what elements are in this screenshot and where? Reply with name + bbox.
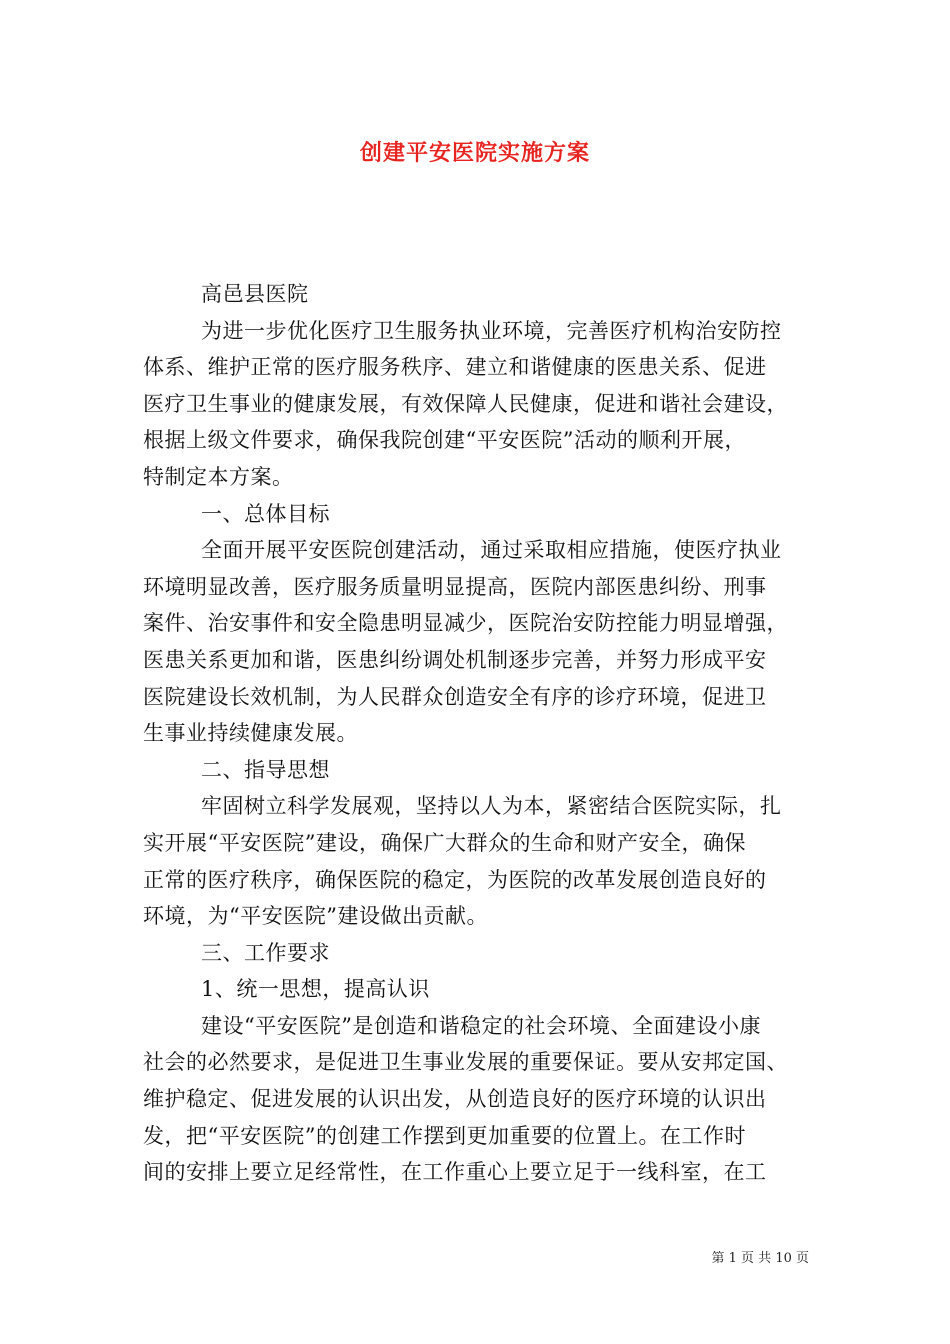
paragraph-line: 间的安排上要立足经常性，在工作重心上要立足于一线科室，在工	[143, 1160, 767, 1185]
paragraph-line: 全面开展平安医院创建活动，通过采取相应措施，使医疗执业	[201, 538, 782, 563]
paragraph-line: 社会的必然要求，是促进卫生事业发展的重要保证。要从安邦定国、	[143, 1050, 788, 1075]
section-heading: 一、总体目标	[201, 501, 330, 526]
author-line: 高邑县医院	[201, 282, 309, 306]
subsection-heading: 1、统一思想，提高认识	[201, 977, 430, 1002]
paragraph-line: 医院建设长效机制，为人民群众创造安全有序的诊疗环境，促进卫	[143, 684, 767, 709]
paragraph-line: 实开展“平安医院”建设，确保广大群众的生命和财产安全，确保	[143, 830, 746, 855]
document-title: 创建平安医院实施方案	[359, 140, 590, 166]
paragraph-line: 体系、维护正常的医疗服务秩序、建立和谐健康的医患关系、促进	[143, 355, 767, 380]
paragraph-line: 案件、治安事件和安全隐患明显减少，医院治安防控能力明显增强，	[143, 611, 788, 636]
document-body	[143, 276, 821, 1191]
paragraph-line: 为进一步优化医疗卫生服务执业环境，完善医疗机构治安防控	[201, 318, 782, 343]
paragraph-line: 牢固树立科学发展观，坚持以人为本，紧密结合医院实际，扎	[201, 794, 782, 819]
paragraph-line: 特制定本方案。	[143, 464, 294, 489]
section-heading: 三、工作要求	[201, 940, 330, 965]
paragraph-line: 医疗卫生事业的健康发展，有效保障人民健康，促进和谐社会建设，	[143, 391, 788, 416]
paragraph-line: 环境，为“平安医院”建设做出贡献。	[143, 904, 488, 929]
paragraph-line: 建设“平安医院”是创造和谐稳定的社会环境、全面建设小康	[201, 1013, 761, 1038]
section-heading: 二、指导思想	[201, 757, 330, 782]
paragraph-line: 根据上级文件要求，确保我院创建“平安医院”活动的顺利开展，	[143, 428, 746, 453]
paragraph-line: 正常的医疗秩序，确保医院的稳定，为医院的改革发展创造良好的	[143, 867, 767, 892]
paragraph-line: 发，把“平安医院”的创建工作摆到更加重要的位置上。在工作时	[143, 1123, 746, 1148]
page-number: 第 1 页 共 10 页	[711, 1251, 809, 1266]
paragraph-line: 维护稳定、促进发展的认识出发，从创造良好的医疗环境的认识出	[143, 1087, 767, 1112]
paragraph-line: 环境明显改善，医疗服务质量明显提高，医院内部医患纠纷、刑事	[143, 574, 767, 599]
paragraph-line: 医患关系更加和谐，医患纠纷调处机制逐步完善，并努力形成平安	[143, 647, 767, 672]
paragraph-line: 生事业持续健康发展。	[143, 721, 358, 746]
